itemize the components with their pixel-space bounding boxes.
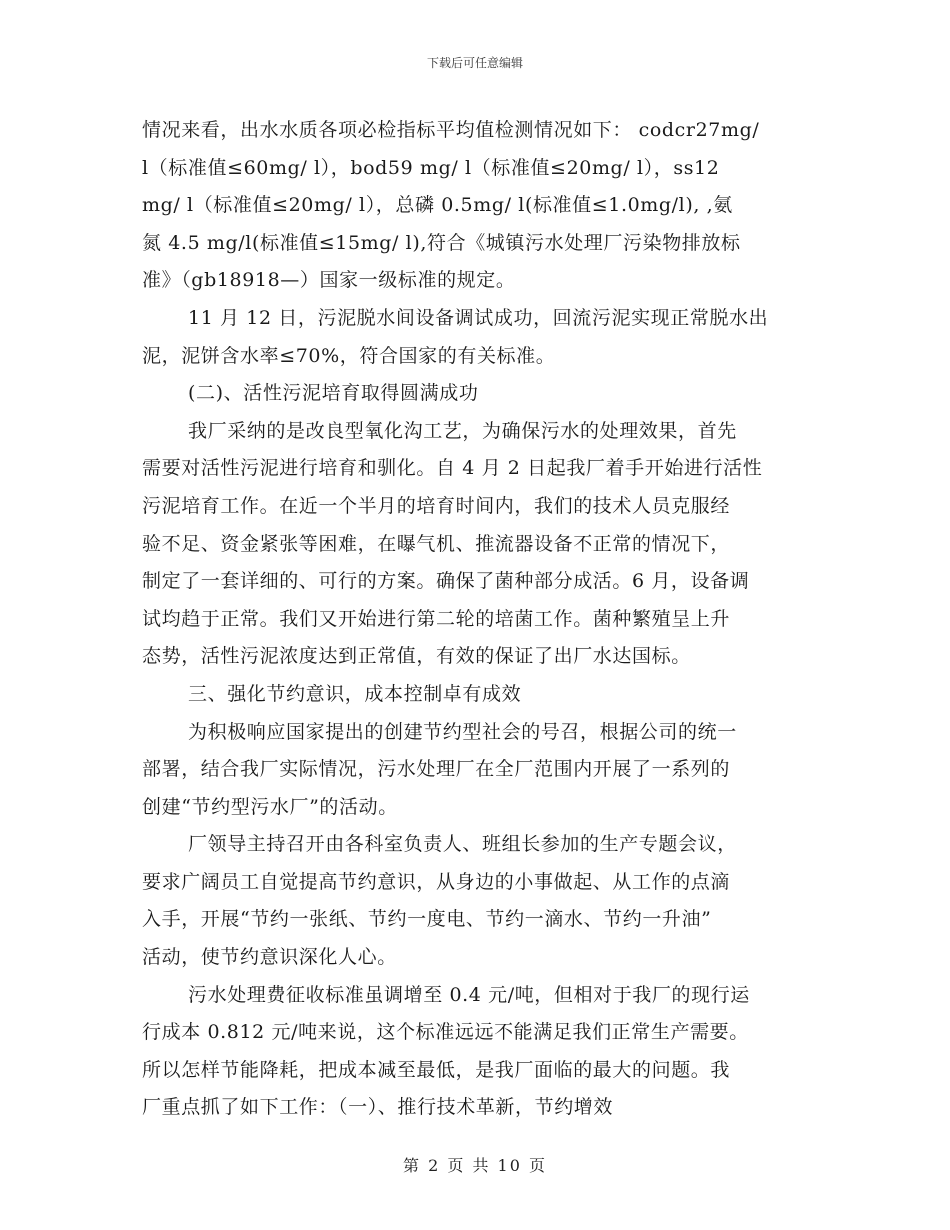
document-body <box>142 112 814 1127</box>
page-number-footer: 第 2 页 共 10 页 <box>403 1156 547 1175</box>
text-line: 行成本 0.812 元/吨来说，这个标准远远不能满足我们正常生产需要。 <box>142 1021 749 1044</box>
text-line: 试均趋于正常。我们又开始进行第二轮的培菌工作。菌种繁殖呈上升 <box>142 607 731 630</box>
text-line: 需要对活性污泥进行培育和驯化。自 4 月 2 日起我厂着手开始进行活性 <box>142 457 763 480</box>
page-header: 下载后可任意编辑 <box>426 56 523 70</box>
text-line: 活动，使节约意识深化人心。 <box>142 946 397 969</box>
text-line: 污泥培育工作。在近一个半月的培育时间内，我们的技术人员克服经 <box>142 494 731 517</box>
text-line: 污水处理费征收标准虽调增至 0.4 元/吨，但相对于我厂的现行运 <box>188 983 750 1006</box>
text-line: 氮 4.5 mg/l(标准值≤15mg/ l),符合《城镇污水处理厂污染物排放标 <box>142 231 741 254</box>
text-line: 厂重点抓了如下工作：（一）、推行技术革新，节约增效 <box>142 1096 614 1119</box>
text-line: 厂领导主持召开由各科室负责人、班组长参加的生产专题会议， <box>188 833 737 856</box>
text-line: 入手，开展“节约一张纸、节约一度电、节约一滴水、节约一升油” <box>142 908 712 931</box>
text-line: 要求广阔员工自觉提高节约意识，从身边的小事做起、从工作的点滴 <box>142 870 731 893</box>
text-line: 创建“节约型污水厂”的活动。 <box>142 795 398 818</box>
text-line: 11 月 12 日，污泥脱水间设备调试成功，回流污泥实现正常脱水出 <box>188 306 769 329</box>
text-line: l（标准值≤60mg/ l），bod59 mg/ l（标准值≤20mg/ l），ss12 <box>142 156 720 179</box>
text-line: 情况来看，出水水质各项必检指标平均值检测情况如下： codcr27mg/ <box>142 119 760 141</box>
text-line: 三、强化节约意识，成本控制卓有成效 <box>188 682 522 705</box>
text-line: 验不足、资金紧张等困难，在曝气机、推流器设备不正常的情况下， <box>142 532 731 555</box>
text-line: 泥，泥饼含水率≤70%，符合国家的有关标准。 <box>142 344 556 367</box>
text-line: 部署，结合我厂实际情况，污水处理厂在全厂范围内开展了一系列的 <box>142 758 731 781</box>
text-line: 我厂采纳的是改良型氧化沟工艺，为确保污水的处理效果，首先 <box>188 419 737 442</box>
text-line: 所以怎样节能降耗，把成本减至最低，是我厂面临的最大的问题。我 <box>142 1058 731 1081</box>
text-line: 制定了一套详细的、可行的方案。确保了菌种部分成活。6 月，设备调 <box>142 570 750 593</box>
text-line: (二)、活性污泥培育取得圆满成功 <box>188 382 479 405</box>
text-line: 态势，活性污泥浓度达到正常值，有效的保证了出厂水达国标。 <box>142 645 691 668</box>
text-line: 为积极响应国家提出的创建节约型社会的号召，根据公司的统一 <box>188 720 737 743</box>
text-line: 准》（gb18918—）国家一级标准的规定。 <box>142 269 516 292</box>
text-line: mg/ l（标准值≤20mg/ l），总磷 0.5mg/ l(标准值≤1.0mg/l), ,氨 <box>142 194 733 217</box>
